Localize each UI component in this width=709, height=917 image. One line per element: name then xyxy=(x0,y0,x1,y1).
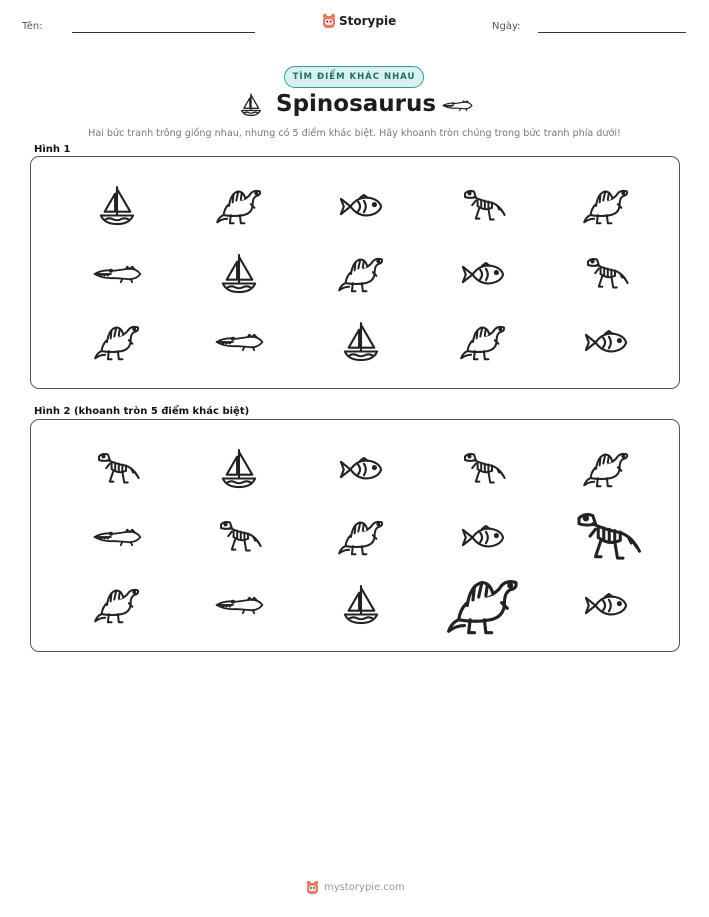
fish-icon xyxy=(339,194,383,219)
fish-icon xyxy=(584,593,628,618)
boat-icon xyxy=(240,92,262,118)
spinosaurus-icon xyxy=(94,585,140,625)
fish-icon xyxy=(339,457,383,482)
grid-cell[interactable] xyxy=(207,315,271,369)
grid-cell[interactable] xyxy=(85,179,149,233)
page-title: Spinosaurus xyxy=(276,91,437,117)
picture1-label: Hình 1 xyxy=(34,144,71,155)
dino-skeleton-icon xyxy=(215,519,263,555)
grid-cell[interactable] xyxy=(85,578,149,632)
name-label: Tên: xyxy=(22,21,43,32)
spinosaurus-icon xyxy=(447,574,519,637)
grid-cell[interactable] xyxy=(207,510,271,564)
activity-badge: TÌM ĐIỂM KHÁC NHAU xyxy=(284,66,424,88)
spinosaurus-icon xyxy=(460,322,506,362)
fish-icon xyxy=(461,262,505,287)
grid-cell[interactable] xyxy=(451,315,515,369)
grid-cell[interactable] xyxy=(329,315,393,369)
grid-cell[interactable] xyxy=(574,247,638,301)
spinosaurus-icon xyxy=(583,449,629,489)
grid-cell[interactable] xyxy=(85,442,149,496)
footer xyxy=(306,880,405,895)
boat-icon xyxy=(342,321,380,363)
grid-cell[interactable] xyxy=(329,247,393,301)
spinosaurus-icon xyxy=(583,186,629,226)
grid-cell[interactable] xyxy=(329,578,393,632)
grid-cell[interactable] xyxy=(207,442,271,496)
footer-url: mystorypie.com xyxy=(324,882,405,893)
grid-cell[interactable] xyxy=(451,442,515,496)
grid-cell[interactable] xyxy=(451,179,515,233)
date-label: Ngày: xyxy=(492,21,521,32)
picture1-panel[interactable] xyxy=(30,156,680,389)
grid-cell[interactable] xyxy=(451,578,515,632)
grid-cell[interactable] xyxy=(329,510,393,564)
grid-cell[interactable] xyxy=(574,315,638,369)
picture2-label: Hình 2 (khoanh tròn 5 điểm khác biệt) xyxy=(34,406,250,417)
dino-skeleton-icon xyxy=(459,188,507,224)
grid-cell[interactable] xyxy=(85,315,149,369)
crocodile-icon xyxy=(442,99,473,112)
fish-icon xyxy=(461,525,505,550)
brand-name: Storypie xyxy=(339,14,397,28)
dino-skeleton-icon xyxy=(93,451,141,487)
grid-cell[interactable] xyxy=(451,510,515,564)
spinosaurus-icon xyxy=(94,322,140,362)
grid-cell[interactable] xyxy=(451,247,515,301)
grid-cell[interactable] xyxy=(207,578,271,632)
crocodile-icon xyxy=(93,264,142,284)
grid-cell[interactable] xyxy=(207,247,271,301)
boat-icon xyxy=(220,253,258,295)
fish-icon xyxy=(584,330,628,355)
spinosaurus-icon xyxy=(338,254,384,294)
grid-cell[interactable] xyxy=(85,510,149,564)
grid-cell[interactable] xyxy=(329,179,393,233)
spinosaurus-icon xyxy=(216,186,262,226)
grid-cell[interactable] xyxy=(574,510,638,564)
grid-cell[interactable] xyxy=(207,179,271,233)
dino-skeleton-icon xyxy=(459,451,507,487)
name-line[interactable] xyxy=(72,32,255,33)
date-line[interactable] xyxy=(538,32,686,33)
grid-cell[interactable] xyxy=(574,578,638,632)
dino-skeleton-icon xyxy=(570,510,643,565)
boat-icon xyxy=(220,448,258,490)
spinosaurus-icon xyxy=(338,517,384,557)
grid-cell[interactable] xyxy=(329,442,393,496)
instructions: Hai bức tranh trông giống nhau, nhưng có 5 điểm khác biệt. Hãy khoanh tròn chúng trong bức tranh phía dưới! xyxy=(88,128,621,139)
brand-logo xyxy=(322,13,396,29)
crocodile-icon xyxy=(215,332,264,352)
crocodile-icon xyxy=(215,595,264,615)
grid-cell[interactable] xyxy=(574,442,638,496)
boat-icon xyxy=(98,185,136,227)
picture2-panel[interactable] xyxy=(30,419,680,652)
storypie-mascot-icon xyxy=(306,880,319,895)
crocodile-icon xyxy=(93,527,142,547)
grid-cell[interactable] xyxy=(574,179,638,233)
boat-icon xyxy=(342,584,380,626)
grid-cell[interactable] xyxy=(85,247,149,301)
dino-skeleton-icon xyxy=(582,256,630,292)
storypie-mascot-icon xyxy=(322,13,336,29)
